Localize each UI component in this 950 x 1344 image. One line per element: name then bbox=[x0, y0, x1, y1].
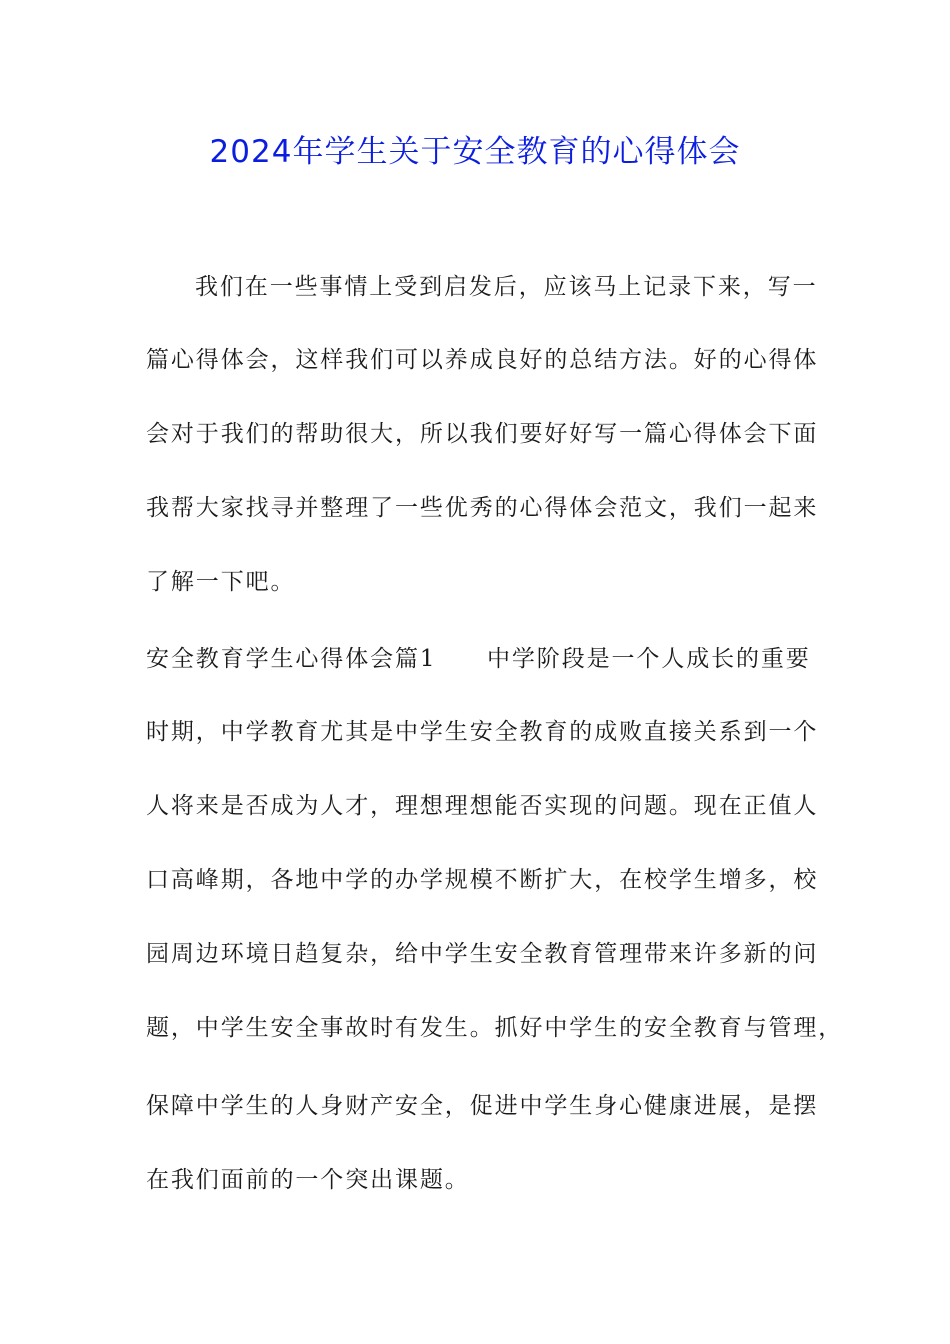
paragraph1-line-2: 篇心得体会，这样我们可以养成良好的总结方法。好的心得体 bbox=[146, 347, 819, 373]
paragraph2-line-3: 人将来是否成为人才，理想理想能否实现的问题。现在正值人 bbox=[146, 793, 819, 819]
document-title: 2024年学生关于安全教育的心得体会 bbox=[209, 134, 741, 170]
paragraph2-line-6: 题，中学生安全事故时有发生。抓好中学生的安全教育与管理， bbox=[146, 1015, 844, 1041]
paragraph1-line-1: 我们在一些事情上受到启发后，应该马上记录下来，写一 bbox=[195, 274, 818, 300]
paragraph1-line-4: 我帮大家找寻并整理了一些优秀的心得体会范文，我们一起来 bbox=[146, 495, 819, 521]
paragraph2-line-8: 在我们面前的一个突出课题。 bbox=[146, 1167, 470, 1193]
paragraph2-line-7: 保障中学生的人身财产安全，促进中学生身心健康进展，是摆 bbox=[146, 1093, 819, 1119]
paragraph2-line-5: 园周边环境日趋复杂，给中学生安全教育管理带来许多新的问 bbox=[146, 941, 819, 967]
paragraph2-line-2: 时期，中学教育尤其是中学生安全教育的成败直接关系到一个 bbox=[146, 719, 819, 745]
section-heading: 安全教育学生心得体会篇1 bbox=[146, 646, 437, 672]
paragraph1-line-3: 会对于我们的帮助很大，所以我们要好好写一篇心得体会下面 bbox=[146, 421, 819, 447]
paragraph2-line-4: 口高峰期，各地中学的办学规模不断扩大，在校学生增多，校 bbox=[146, 867, 819, 893]
paragraph1-line-5: 了解一下吧。 bbox=[146, 569, 296, 595]
paragraph2-line-1: 中学阶段是一个人成长的重要 bbox=[487, 646, 811, 672]
